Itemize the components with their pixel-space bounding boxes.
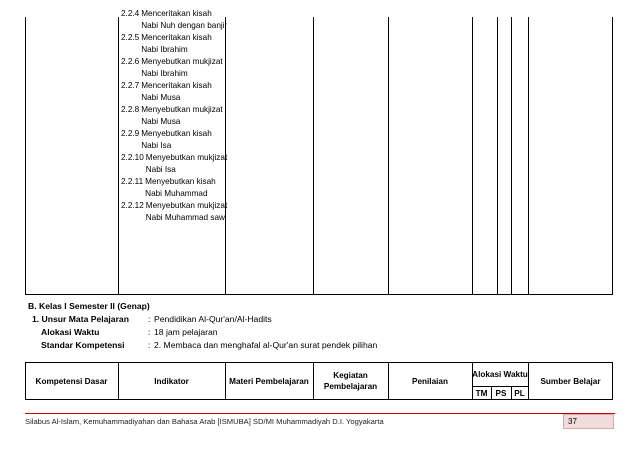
separator: : xyxy=(148,340,151,350)
indicator-item xyxy=(121,128,229,152)
header-kompetensi-dasar: Kompetensi Dasar xyxy=(35,376,108,386)
indicator-number: 2.2.4 xyxy=(121,9,140,18)
column-divider xyxy=(388,17,389,295)
column-divider xyxy=(472,17,473,295)
time-row xyxy=(28,326,377,339)
indicator-number: 2.2.5 xyxy=(121,33,140,42)
table-border-right xyxy=(612,17,613,295)
header-ps: PS xyxy=(495,388,507,398)
header-kegiatan: Kegiatan Pembelajaran xyxy=(323,371,378,391)
indicator-number: 2.2.9 xyxy=(121,129,140,138)
indicator-number: 2.2.10 xyxy=(121,153,144,162)
subject-label: 1. Unsur Mata Pelajaran xyxy=(32,314,129,324)
column-divider xyxy=(118,17,119,295)
indicator-text: Menyebutkan mukjizat Nabi Musa xyxy=(141,105,223,126)
indicator-item xyxy=(121,56,229,80)
indicator-text: Menyebutkan mukjizat Nabi Ibrahim xyxy=(141,57,223,78)
indicator-number: 2.2.12 xyxy=(121,201,144,210)
indicator-item xyxy=(121,8,229,32)
column-divider xyxy=(511,17,512,295)
header-indikator: Indikator xyxy=(154,376,189,386)
page-number: 37 xyxy=(563,414,614,429)
standard-label: Standar Kompetensi xyxy=(41,340,125,350)
indicator-item xyxy=(121,200,229,224)
footer-text: Silabus Al-Islam, Kemuhammadiyahan dan Bahasa Arab [ISMUBA] SD/MI Muhammadiyah D.I. Yogyakarta xyxy=(25,417,384,426)
time-value: 18 jam pelajaran xyxy=(154,327,218,337)
indicator-text: Menceritakan kisah Nabi Musa xyxy=(141,81,212,102)
subject-value: Pendidikan Al-Qur'an/Al-Hadits xyxy=(154,314,272,324)
header-materi: Materi Pembelajaran xyxy=(229,376,309,386)
header-sumber-belajar: Sumber Belajar xyxy=(540,376,601,386)
separator: : xyxy=(148,314,151,324)
indicator-number: 2.2.7 xyxy=(121,81,140,90)
indicator-text: Menyebutkan mukjizat Nabi Isa xyxy=(145,153,228,174)
syllabus-table-header xyxy=(25,362,613,400)
indicator-text: Menceritakan kisah Nabi Nuh dengan banjir xyxy=(141,9,228,30)
indicator-item xyxy=(121,80,229,104)
indicator-text: Menyebutkan kisah Nabi Muhammad xyxy=(145,177,216,198)
column-divider xyxy=(528,17,529,295)
indicator-item xyxy=(121,152,229,176)
header-tm: TM xyxy=(475,388,488,398)
syllabus-table-continued xyxy=(25,17,613,295)
indicator-item xyxy=(121,32,229,56)
separator: : xyxy=(148,327,151,337)
indicator-number: 2.2.6 xyxy=(121,57,140,66)
indicator-number: 2.2.8 xyxy=(121,105,140,114)
table-border-left xyxy=(25,17,26,295)
indicator-text: Menceritakan kisah Nabi Ibrahim xyxy=(141,33,212,54)
subject-row xyxy=(28,313,377,326)
standard-value: 2. Membaca dan menghafal al-Qur'an surat pendek pilihan xyxy=(154,340,378,350)
footer-divider xyxy=(25,413,615,414)
indicator-list xyxy=(121,8,229,224)
indicator-item xyxy=(121,104,229,128)
header-alokasi-waktu: Alokasi Waktu xyxy=(472,369,528,379)
column-divider xyxy=(313,17,314,295)
header-pl: PL xyxy=(514,388,525,398)
section-b xyxy=(28,300,377,352)
time-label: Alokasi Waktu xyxy=(41,327,100,337)
table-border-bottom xyxy=(25,294,613,295)
indicator-item xyxy=(121,176,229,200)
indicator-text: Menyebutkan mukjizat Nabi Muhammad saw xyxy=(145,201,228,222)
standard-row xyxy=(28,339,377,352)
column-divider xyxy=(497,17,498,295)
indicator-text: Menyebutkan kisah Nabi Isa xyxy=(141,129,212,150)
section-heading: B. Kelas I Semester II (Genap) xyxy=(28,301,150,311)
header-penilaian: Penilaian xyxy=(412,376,448,386)
indicator-number: 2.2.11 xyxy=(121,177,144,186)
